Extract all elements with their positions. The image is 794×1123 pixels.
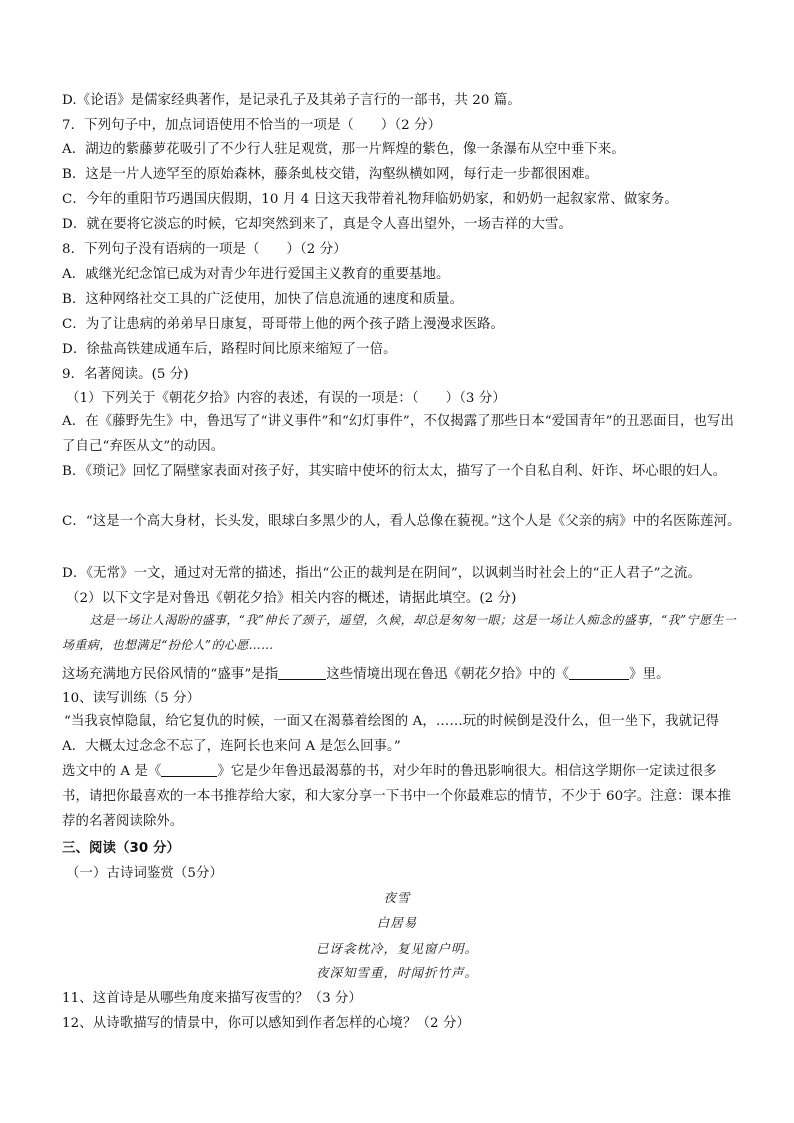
poem-author: 白居易 [376,915,418,930]
fill-text-a: 这场充满地方民俗风情的“盛事”是指 [62,667,279,682]
option-d-lunyu: D.《论语》是儒家经典著作，是记录孔子及其弟子言行的一部书，共 20 篇。 [62,93,521,108]
question-9-stem: 9．名著阅读。(5 分) [62,367,189,382]
question-9-part2-stem: （2）以下文字是对鲁迅《朝花夕拾》相关内容的概述，请据此填空。(2 分) [66,591,517,606]
question-11: 11、这首诗是从哪些角度来描写夜雪的？（3 分） [62,991,363,1006]
question-9-option-a: A．在《藤野先生》中，鲁迅写了“讲义事件”和“幻灯事件”，不仅揭露了那些日本“爱国青年”的丑恶面目，也写出了自己“弃医从文”的动因。 [62,414,735,454]
poem-line-1: 已讶衾枕冷，复见窗户明。 [315,941,478,956]
question-9-part1-stem: （1）下列关于《朝花夕拾》内容的表述，有误的一项是：（ ）（3 分） [66,391,506,406]
question-7-option-a: A．湖边的紫藤萝花吸引了不少行人驻足观赏，那一片辉煌的紫色，像一条瀑布从空中垂下来。 [62,142,625,157]
question-9-option-c: C．“这是一个高大身材，长头发，眼球白多黑少的人，看人总像在藐视。”这个人是《父亲的病》中的名医陈莲河。 [62,514,741,529]
section-3-heading: 三、阅读（30 分） [62,841,181,856]
question-9-fill-line [62,665,742,684]
question-8-option-d: D．徐盐高铁建成通车后，路程时间比原来缩短了一倍。 [62,342,397,357]
poem-line-2: 夜深知雪重，时闻折竹声。 [315,965,478,980]
question-10-task [62,759,742,834]
question-8-option-c: C．为了让患病的弟弟早日康复，哥哥带上他的两个孩子踏上漫漫求医路。 [62,317,505,332]
question-9-option-b: B．《琐记》回忆了隔壁家表面对孩子好，其实暗中使坏的衍太太，描写了一个自私自利、奸诈、坏心眼的妇人。 [62,464,727,479]
question-8-stem: 8．下列句子没有语病的一项是（ ）（2 分） [62,242,347,257]
question-9-option-d: D．《无常》一文，通过对无常的描述，指出“公正的裁判是在阴间”，以讽刺当时社会上的“正人君子”之流。 [62,566,701,581]
question-10-stem: 10、读写训练（5 分） [62,691,201,706]
question-7-option-c: C．今年的重阳节巧遇国庆假期，10 月 4 日这天我带着礼物拜临奶奶家，和奶奶一起叙家常、做家务。 [62,192,678,207]
question-7-stem: 7．下列句子中，加点词语使用不恰当的一项是（ ）（2 分） [62,118,442,133]
question-9-quote: 这是一场让人渴盼的盛事，“我”伸长了颈子，遥望，久候，却总是匆匆一眼；这是一场让人痴念的盛事，“我”宁愿生一场重病，也想满足“扮伦人”的心愿…… [62,613,737,652]
part-1-heading: （一）古诗词鉴赏（5分） [66,866,224,881]
question-7-option-d: D．就在要将它淡忘的时候，它却突然到来了，真是令人喜出望外，一场吉祥的大雪。 [62,217,572,232]
task-text-b: 》它是少年鲁迅最渴慕的书，对少年时的鲁迅影响很大。相信这学期你一定读过很多书，请把你最喜欢的一本书推荐给大家，和大家分享一下书中一个你最难忘的情节，不少于 60字。注意：课本推荐的名著阅读除外。 [62,764,732,829]
question-8-option-a: A．戚继光纪念馆已成为对青少年进行爱国主义教育的重要基地。 [62,267,450,282]
fill-text-c: 》里。 [629,667,670,682]
question-10-quote: “当我哀悼隐鼠，给它复仇的时候，一面又在渴慕着绘图的 A，……玩的时候倒是没什么，但一坐下，我就记得 A．大概太过念念不忘了，连阿长也来问 A 是怎么回事。” [62,714,720,754]
task-text-a: 选文中的 A 是《 [62,764,162,779]
poem-title: 夜雪 [383,890,411,905]
question-8-option-b: B．这种网络社交工具的广泛使用，加快了信息流通的速度和质量。 [62,292,464,307]
question-12: 12、从诗歌描写的情景中，你可以感知到作者怎样的心境？（2 分） [62,1016,470,1031]
answer-blank-3[interactable] [161,762,217,777]
fill-text-b: 这些情境出现在鲁迅《朝花夕拾》中的《 [326,667,570,682]
answer-blank-2[interactable] [569,665,629,680]
question-7-option-b: B．这是一片人迹罕至的原始森林，藤条虬枝交错，沟壑纵横如网，每行走一步都很困难。 [62,167,599,182]
answer-blank-1[interactable] [278,665,326,680]
